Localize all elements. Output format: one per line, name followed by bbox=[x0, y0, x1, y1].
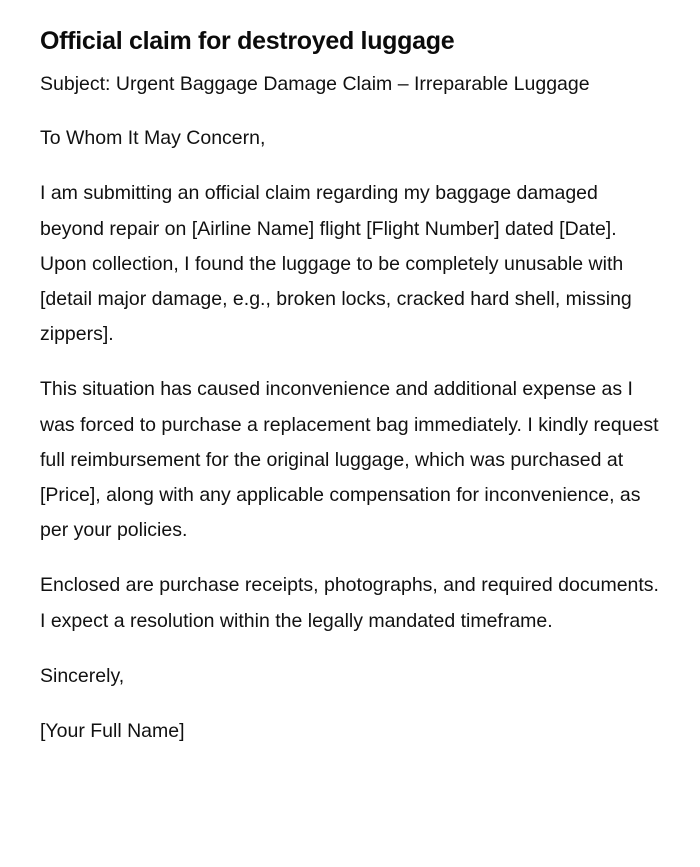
body-paragraph-claim: I am submitting an official claim regarding my baggage damaged beyond repair on [Airline Name] flight [Flight Number] dated [Date]. Upon collection, I found the luggage to be completely unusable with [detail major damage, e.g., broken locks, cracked hard shell, missing zippers]. bbox=[40, 182, 632, 346]
salutation: To Whom It May Concern, bbox=[40, 127, 266, 150]
letter-document bbox=[40, 24, 660, 749]
document-title: Official claim for destroyed luggage bbox=[40, 27, 455, 55]
subject-line: Subject: Urgent Baggage Damage Claim – Irreparable Luggage bbox=[40, 73, 590, 95]
body-paragraph-enclosures: Enclosed are purchase receipts, photographs, and required documents. I expect a resolution within the legally mandated timeframe. bbox=[40, 574, 659, 632]
closing: Sincerely, bbox=[40, 664, 125, 687]
body-paragraph-reimbursement: This situation has caused inconvenience and additional expense as I was forced to purchase a replacement bag immediately. I kindly request full reimbursement for the original luggage, which was purchased at [Price], along with any applicable compensation for inconvenience, as per your policies. bbox=[40, 378, 659, 542]
signature: [Your Full Name] bbox=[40, 720, 185, 743]
